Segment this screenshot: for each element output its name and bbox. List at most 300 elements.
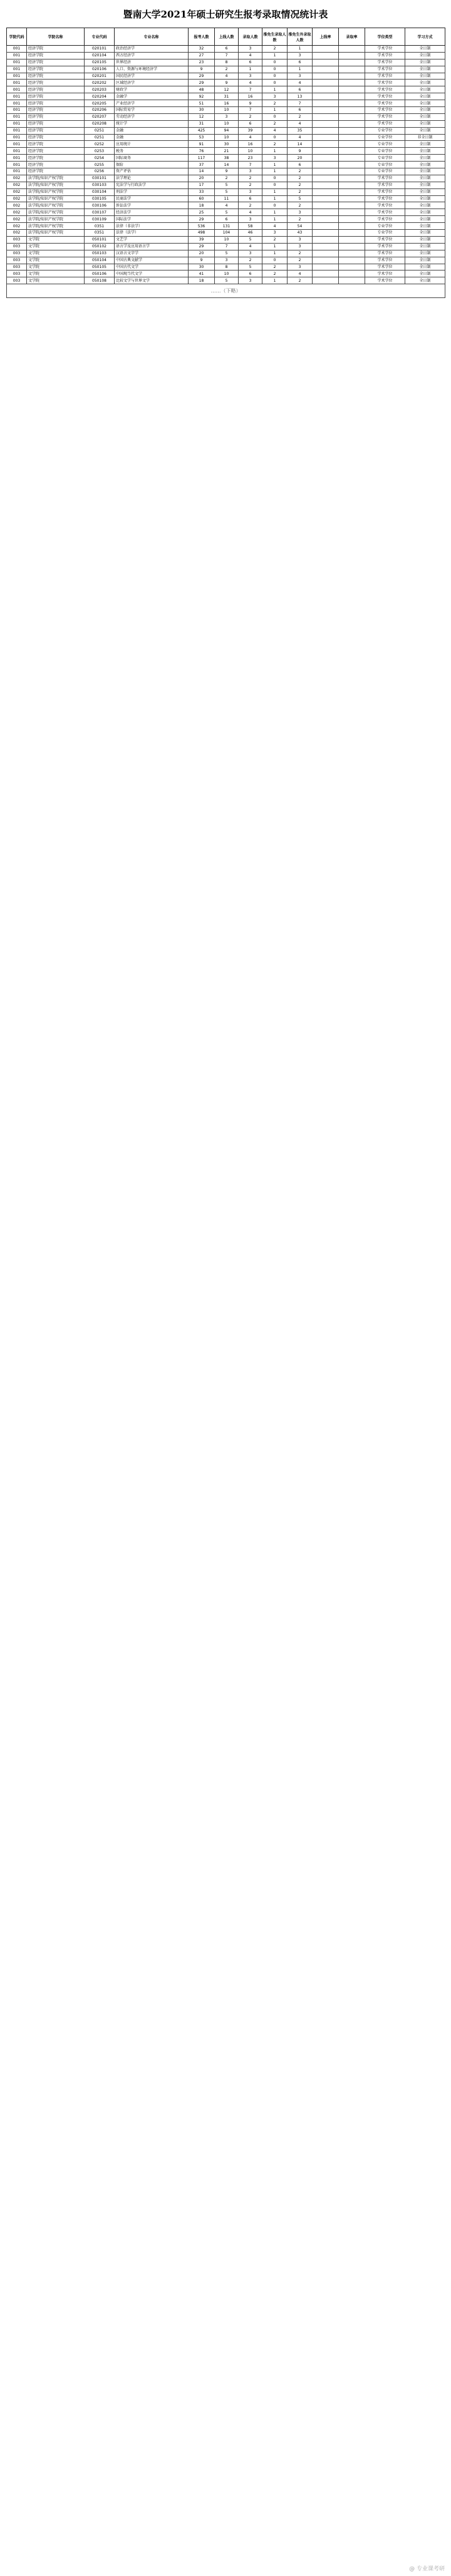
table-cell — [339, 202, 365, 209]
table-cell: 2 — [288, 175, 313, 182]
table-cell: 46 — [239, 230, 262, 237]
table-cell: 2 — [288, 182, 313, 188]
table-cell — [339, 155, 365, 162]
table-row — [7, 270, 445, 277]
table-cell: 学术学位 — [365, 73, 405, 80]
table-cell: 全日制 — [405, 202, 445, 209]
table-cell: 020104 — [85, 52, 115, 59]
table-row — [7, 277, 445, 284]
table-cell — [313, 230, 339, 237]
table-cell: 425 — [189, 127, 215, 134]
table-cell: 全日制 — [405, 59, 445, 66]
table-cell: 4 — [288, 270, 313, 277]
table-cell: 非全日制 — [405, 134, 445, 141]
table-cell: 003 — [7, 264, 27, 270]
table-cell: 91 — [189, 141, 215, 148]
table-cell — [339, 257, 365, 264]
table-cell: 学术学位 — [365, 113, 405, 120]
table-row — [7, 93, 445, 100]
table-cell — [313, 162, 339, 168]
table-cell: 12 — [215, 86, 239, 93]
table-cell: 1 — [262, 162, 288, 168]
table-cell: 全日制 — [405, 250, 445, 257]
table-cell — [313, 182, 339, 188]
table-cell — [339, 148, 365, 155]
table-cell — [313, 141, 339, 148]
table-cell: 5 — [239, 236, 262, 243]
table-cell: 30 — [189, 264, 215, 270]
table-cell: 35 — [288, 127, 313, 134]
table-cell: 6 — [215, 46, 239, 53]
table-cell: 41 — [189, 270, 215, 277]
table-cell: 2 — [239, 202, 262, 209]
table-cell: 全日制 — [405, 175, 445, 182]
column-header: 上线率 — [313, 28, 339, 46]
table-row — [7, 257, 445, 264]
table-cell: 学术学位 — [365, 216, 405, 223]
table-cell: 001 — [7, 162, 27, 168]
table-cell: 5 — [215, 209, 239, 216]
table-cell: 39 — [189, 236, 215, 243]
table-cell: 金融 — [115, 127, 189, 134]
table-cell: 54 — [288, 223, 313, 230]
table-cell: 2 — [288, 250, 313, 257]
table-row — [7, 134, 445, 141]
table-cell: 经济法学 — [115, 209, 189, 216]
table-cell: 17 — [189, 182, 215, 188]
table-cell — [313, 223, 339, 230]
table-cell: 3 — [262, 93, 288, 100]
table-cell — [313, 127, 339, 134]
table-cell: 文学院 — [27, 270, 85, 277]
table-cell: 001 — [7, 80, 27, 86]
table-cell — [313, 46, 339, 53]
table-cell: 1 — [262, 148, 288, 155]
table-cell: 020101 — [85, 46, 115, 53]
table-cell — [313, 168, 339, 175]
table-cell: 财政学 — [115, 86, 189, 93]
table-cell: 020207 — [85, 113, 115, 120]
table-cell: 030104 — [85, 188, 115, 195]
table-cell: 003 — [7, 257, 27, 264]
table-cell: 全日制 — [405, 113, 445, 120]
table-cell: 4 — [288, 120, 313, 127]
table-cell: 1 — [239, 66, 262, 73]
table-cell: 29 — [189, 80, 215, 86]
table-cell — [313, 86, 339, 93]
table-cell: 4 — [262, 127, 288, 134]
table-row — [7, 73, 445, 80]
table-cell: 专业学位 — [365, 141, 405, 148]
truncated-note-row — [7, 284, 445, 298]
table-cell: 001 — [7, 168, 27, 175]
table-cell: 38 — [215, 155, 239, 162]
table-cell: 002 — [7, 209, 27, 216]
table-cell — [313, 93, 339, 100]
table-cell: 国际贸易学 — [115, 107, 189, 114]
table-cell — [339, 182, 365, 188]
table-cell: 经济学院 — [27, 107, 85, 114]
table-cell: 2 — [262, 46, 288, 53]
table-cell — [339, 223, 365, 230]
table-cell: 3 — [288, 264, 313, 270]
table-header-row — [7, 28, 445, 46]
table-cell: 48 — [189, 86, 215, 93]
table-cell: 资产评估 — [115, 168, 189, 175]
table-cell: 117 — [189, 155, 215, 162]
table-cell: 区域经济学 — [115, 80, 189, 86]
table-cell: 人口、资源与环境经济学 — [115, 66, 189, 73]
table-cell: 10 — [215, 134, 239, 141]
table-cell: 中国现当代文学 — [115, 270, 189, 277]
table-cell — [313, 120, 339, 127]
table-row — [7, 230, 445, 237]
table-cell — [339, 195, 365, 202]
column-header: 推免生外录取人数 — [288, 28, 313, 46]
table-cell — [313, 134, 339, 141]
table-cell: 020201 — [85, 73, 115, 80]
table-cell: 4 — [239, 80, 262, 86]
table-cell: 020208 — [85, 120, 115, 127]
table-cell: 003 — [7, 243, 27, 250]
table-cell: 文学院 — [27, 264, 85, 270]
table-cell: 001 — [7, 73, 27, 80]
table-cell: 经济学院 — [27, 141, 85, 148]
table-cell: 文学院 — [27, 277, 85, 284]
table-cell: 经济学院 — [27, 73, 85, 80]
table-cell: 29 — [189, 73, 215, 80]
table-cell: 7 — [215, 243, 239, 250]
table-cell — [339, 264, 365, 270]
table-cell — [313, 195, 339, 202]
table-row — [7, 59, 445, 66]
table-cell: 001 — [7, 52, 27, 59]
table-cell: 学术学位 — [365, 243, 405, 250]
table-cell — [339, 46, 365, 53]
table-cell: 学术学位 — [365, 107, 405, 114]
table-cell: 全日制 — [405, 216, 445, 223]
table-cell: 学术学位 — [365, 66, 405, 73]
table-cell: 法律（法学） — [115, 230, 189, 237]
table-cell: 002 — [7, 223, 27, 230]
table-cell: 中国古典文献学 — [115, 257, 189, 264]
table-cell — [339, 250, 365, 257]
table-cell — [313, 59, 339, 66]
table-cell: 金融 — [115, 134, 189, 141]
table-cell: 18 — [189, 277, 215, 284]
table-cell: 6 — [239, 120, 262, 127]
table-cell: 030105 — [85, 195, 115, 202]
table-cell: 3 — [288, 73, 313, 80]
table-cell: 0255 — [85, 162, 115, 168]
table-cell — [339, 73, 365, 80]
column-header: 学位类型 — [365, 28, 405, 46]
table-cell — [313, 216, 339, 223]
table-cell — [339, 243, 365, 250]
table-cell: 20 — [189, 175, 215, 182]
table-cell: 2 — [262, 100, 288, 107]
table-cell: 学术学位 — [365, 195, 405, 202]
table-cell: 3 — [239, 277, 262, 284]
table-cell: 23 — [239, 155, 262, 162]
table-cell: 专业学位 — [365, 223, 405, 230]
table-row — [7, 162, 445, 168]
table-cell: 6 — [215, 216, 239, 223]
table-cell: 002 — [7, 182, 27, 188]
table-cell: 法学院/知识产权学院 — [27, 223, 85, 230]
table-cell: 全日制 — [405, 277, 445, 284]
table-row — [7, 236, 445, 243]
table-cell: 0351 — [85, 230, 115, 237]
table-cell: 11 — [215, 195, 239, 202]
table-row — [7, 155, 445, 162]
table-cell: 9 — [189, 257, 215, 264]
table-cell: 民商法学 — [115, 195, 189, 202]
table-cell — [313, 175, 339, 182]
column-header: 录取率 — [339, 28, 365, 46]
table-cell: 2 — [215, 175, 239, 182]
table-cell — [313, 209, 339, 216]
table-cell: 001 — [7, 100, 27, 107]
column-header: 学院代码 — [7, 28, 27, 46]
table-cell: 语言学及应用语言学 — [115, 243, 189, 250]
table-cell: 文学院 — [27, 243, 85, 250]
table-cell: 法学院/知识产权学院 — [27, 202, 85, 209]
table-cell: 全日制 — [405, 188, 445, 195]
table-cell: 0251 — [85, 134, 115, 141]
table-cell: 经济学院 — [27, 80, 85, 86]
table-cell: 1 — [262, 168, 288, 175]
table-cell: 020204 — [85, 93, 115, 100]
table-cell: 10 — [215, 107, 239, 114]
table-cell: 4 — [239, 134, 262, 141]
table-cell: 2 — [262, 264, 288, 270]
table-cell: 3 — [288, 243, 313, 250]
table-cell: 2 — [262, 236, 288, 243]
table-row — [7, 188, 445, 195]
page-title: 暨南大学2021年硕士研究生报考录取情况统计表 — [123, 8, 328, 20]
table-cell: 1 — [262, 250, 288, 257]
table-cell: 002 — [7, 175, 27, 182]
table-cell: 全日制 — [405, 93, 445, 100]
table-cell — [313, 202, 339, 209]
table-cell: 1 — [262, 188, 288, 195]
table-row — [7, 141, 445, 148]
table-cell: 002 — [7, 202, 27, 209]
table-cell: 2 — [288, 168, 313, 175]
table-cell: 全日制 — [405, 257, 445, 264]
table-row — [7, 113, 445, 120]
table-cell: 001 — [7, 155, 27, 162]
table-cell: 3 — [288, 236, 313, 243]
table-cell: 金融学 — [115, 93, 189, 100]
table-cell: 001 — [7, 127, 27, 134]
table-row — [7, 52, 445, 59]
table-cell — [339, 209, 365, 216]
table-cell: 学术学位 — [365, 46, 405, 53]
table-cell: 文艺学 — [115, 236, 189, 243]
table-cell: 020203 — [85, 86, 115, 93]
table-cell: 10 — [215, 236, 239, 243]
table-cell: 应用统计 — [115, 141, 189, 148]
table-cell: 60 — [189, 195, 215, 202]
table-cell — [313, 277, 339, 284]
table-cell: 国际商务 — [115, 155, 189, 162]
table-cell: 经济学院 — [27, 120, 85, 127]
table-cell: 学术学位 — [365, 264, 405, 270]
table-row — [7, 209, 445, 216]
table-row — [7, 127, 445, 134]
table-row — [7, 223, 445, 230]
table-cell: 2 — [288, 216, 313, 223]
table-cell: 16 — [239, 93, 262, 100]
table-cell: 001 — [7, 46, 27, 53]
table-cell: 全日制 — [405, 73, 445, 80]
table-cell: 学术学位 — [365, 202, 405, 209]
table-cell: 7 — [288, 100, 313, 107]
table-cell: 2 — [288, 113, 313, 120]
table-cell: 29 — [189, 243, 215, 250]
table-cell: 文学院 — [27, 250, 85, 257]
table-cell: 2 — [288, 188, 313, 195]
table-cell: 经济学院 — [27, 113, 85, 120]
table-cell: 刑法学 — [115, 188, 189, 195]
table-cell: 3 — [239, 168, 262, 175]
table-row — [7, 250, 445, 257]
table-cell: 全日制 — [405, 168, 445, 175]
table-cell — [313, 73, 339, 80]
table-cell: 1 — [262, 86, 288, 93]
table-cell: 31 — [215, 93, 239, 100]
table-cell: 0 — [262, 59, 288, 66]
truncated-note: ……（下略） — [7, 284, 445, 298]
admission-table — [6, 28, 445, 298]
table-cell: 050105 — [85, 264, 115, 270]
table-cell: 12 — [189, 113, 215, 120]
table-cell: 6 — [239, 195, 262, 202]
table-cell: 1 — [262, 195, 288, 202]
table-cell: 001 — [7, 107, 27, 114]
table-cell: 5 — [288, 195, 313, 202]
table-cell: 世界经济 — [115, 59, 189, 66]
table-cell: 9 — [215, 168, 239, 175]
table-row — [7, 107, 445, 114]
table-cell: 2 — [262, 120, 288, 127]
table-cell — [339, 127, 365, 134]
table-cell: 020202 — [85, 80, 115, 86]
table-cell — [313, 264, 339, 270]
table-cell: 学术学位 — [365, 59, 405, 66]
column-header: 专业名称 — [115, 28, 189, 46]
table-cell — [313, 270, 339, 277]
table-cell: 1 — [288, 46, 313, 53]
table-cell: 536 — [189, 223, 215, 230]
table-cell: 14 — [288, 141, 313, 148]
table-cell: 7 — [239, 86, 262, 93]
table-cell: 5 — [215, 277, 239, 284]
table-cell: 2 — [239, 113, 262, 120]
table-cell: 0 — [262, 113, 288, 120]
table-cell — [339, 168, 365, 175]
column-header: 录取人数 — [239, 28, 262, 46]
table-cell: 18 — [189, 202, 215, 209]
table-cell: 全日制 — [405, 209, 445, 216]
table-cell — [313, 250, 339, 257]
table-cell: 030103 — [85, 182, 115, 188]
table-cell: 专业学位 — [365, 230, 405, 237]
table-cell: 050101 — [85, 236, 115, 243]
table-cell: 2 — [262, 270, 288, 277]
table-cell: 1 — [288, 66, 313, 73]
table-cell: 经济学院 — [27, 168, 85, 175]
table-cell: 4 — [215, 73, 239, 80]
table-cell: 3 — [262, 155, 288, 162]
table-cell: 2 — [215, 66, 239, 73]
table-cell: 全日制 — [405, 162, 445, 168]
table-cell: 经济学院 — [27, 127, 85, 134]
table-cell: 全日制 — [405, 195, 445, 202]
table-cell — [339, 80, 365, 86]
table-cell: 20 — [288, 155, 313, 162]
table-cell: 全日制 — [405, 148, 445, 155]
table-cell — [313, 80, 339, 86]
table-cell: 5 — [239, 264, 262, 270]
table-cell: 001 — [7, 141, 27, 148]
table-cell: 全日制 — [405, 52, 445, 59]
table-row — [7, 86, 445, 93]
table-cell: 全日制 — [405, 155, 445, 162]
table-row — [7, 202, 445, 209]
table-cell: 法律（非法学） — [115, 223, 189, 230]
table-cell: 2 — [288, 202, 313, 209]
table-cell: 全日制 — [405, 46, 445, 53]
table-cell: 0 — [262, 80, 288, 86]
table-cell: 51 — [189, 100, 215, 107]
table-cell: 全日制 — [405, 141, 445, 148]
watermark: @ 专业课考研 — [409, 2566, 445, 2572]
table-cell — [339, 230, 365, 237]
table-cell: 学术学位 — [365, 250, 405, 257]
table-cell: 全日制 — [405, 230, 445, 237]
table-cell: 法学院/知识产权学院 — [27, 182, 85, 188]
table-cell: 3 — [215, 257, 239, 264]
table-cell: 4 — [239, 209, 262, 216]
table-cell: 76 — [189, 148, 215, 155]
table-cell: 1 — [262, 107, 288, 114]
table-cell: 9 — [215, 80, 239, 86]
column-header: 上线人数 — [215, 28, 239, 46]
table-cell: 专业学位 — [365, 162, 405, 168]
table-cell: 94 — [215, 127, 239, 134]
table-cell: 劳动经济学 — [115, 113, 189, 120]
table-cell: 产业经济学 — [115, 100, 189, 107]
column-header: 专业代码 — [85, 28, 115, 46]
table-cell — [339, 162, 365, 168]
table-cell: 0 — [262, 175, 288, 182]
table-cell: 专业学位 — [365, 168, 405, 175]
table-cell: 学术学位 — [365, 257, 405, 264]
table-cell: 030101 — [85, 175, 115, 182]
table-cell: 58 — [239, 223, 262, 230]
table-cell: 5 — [215, 182, 239, 188]
column-header: 推免生录取人数 — [262, 28, 288, 46]
table-cell: 23 — [189, 59, 215, 66]
table-cell: 29 — [189, 216, 215, 223]
table-cell: 文学院 — [27, 257, 85, 264]
table-cell: 6 — [288, 162, 313, 168]
table-cell: 全日制 — [405, 223, 445, 230]
table-row — [7, 80, 445, 86]
